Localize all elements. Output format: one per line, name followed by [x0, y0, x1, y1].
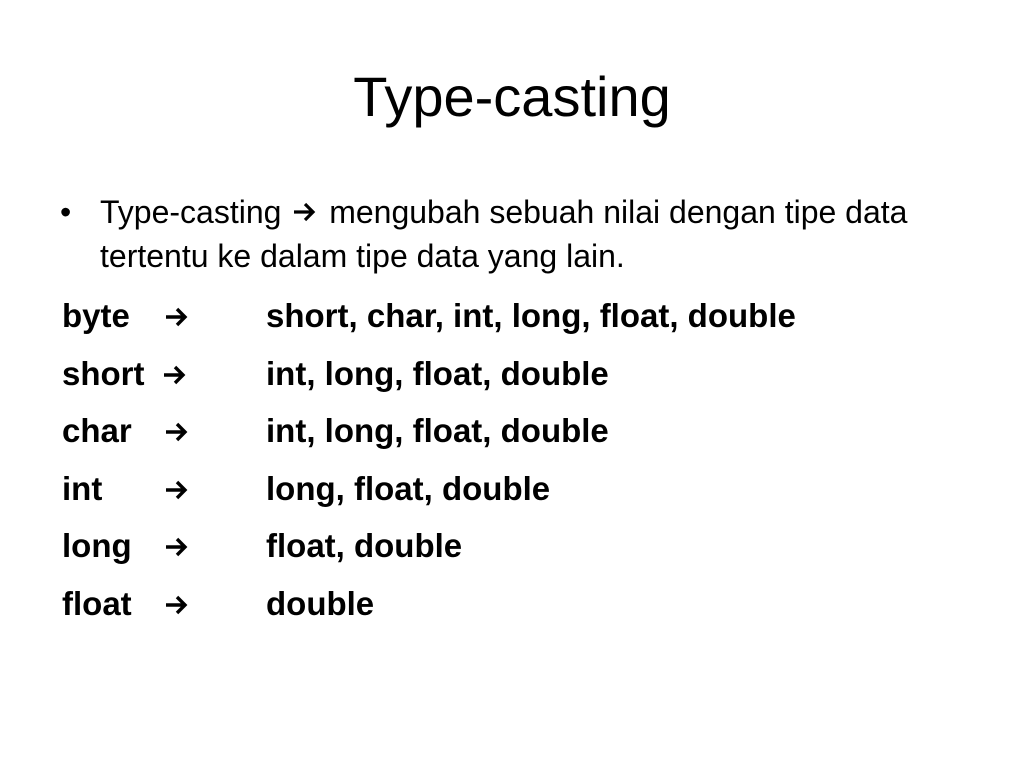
bullet-term: Type-casting: [100, 194, 282, 230]
cast-row: [62, 580, 962, 638]
cast-source-type: float: [62, 584, 132, 622]
cast-row: [62, 522, 962, 580]
cast-target-types: int, long, float, double: [266, 354, 609, 392]
cast-target-types: double: [266, 584, 375, 622]
cast-target-types: short, char, int, long, float, double: [266, 297, 796, 334]
cast-target-types: int, long, float, double: [266, 412, 609, 449]
right-arrow-icon: [160, 350, 190, 398]
right-arrow-icon: [162, 465, 192, 513]
cast-list: [62, 292, 962, 637]
cast-source-type: byte: [62, 297, 130, 334]
cast-source-type: char: [62, 412, 132, 449]
slide-title: Type-casting: [353, 65, 671, 128]
right-arrow-icon: [162, 407, 192, 455]
cast-target-types: float, double: [266, 527, 463, 564]
right-arrow-icon: [162, 292, 192, 340]
cast-row: [62, 350, 962, 408]
bullet-marker: •: [60, 194, 72, 230]
bullet-definition: mengubah sebuah nilai dengan tipe data tertentu ke dalam tipe data yang lain.: [100, 194, 908, 274]
cast-row: [62, 292, 962, 350]
right-arrow-icon: [162, 522, 192, 570]
cast-source-type: short: [62, 354, 145, 392]
bullet-text: [100, 190, 980, 278]
cast-row: [62, 465, 962, 523]
cast-target-types: long, float, double: [266, 469, 551, 507]
cast-row: [62, 407, 962, 465]
right-arrow-icon: [292, 200, 318, 224]
cast-source-type: long: [62, 527, 132, 564]
cast-source-type: int: [62, 469, 103, 507]
right-arrow-icon: [162, 580, 192, 628]
